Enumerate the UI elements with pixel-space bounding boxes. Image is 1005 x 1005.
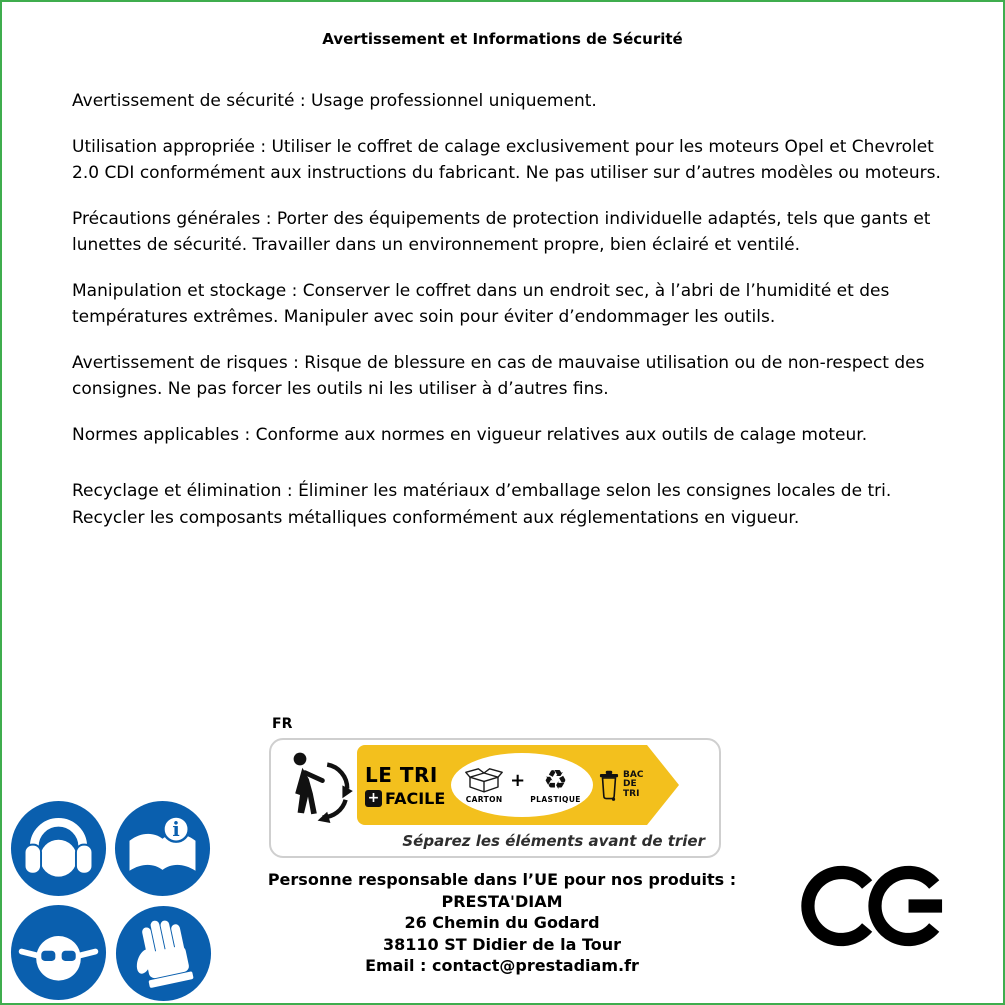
email-line: Email : contact@prestadiam.fr bbox=[365, 956, 639, 975]
plastique-label: PLASTIQUE bbox=[530, 794, 581, 804]
protective-gloves-icon bbox=[115, 905, 212, 1002]
tri-yellow-band bbox=[357, 745, 647, 825]
paragraph-recycling-disposal: Recyclage et élimination : Éliminer les matériaux d’emballage selon les consignes locales de tri. Recycler les composants métalliques conformément aux réglementations en vigueur. bbox=[72, 481, 892, 528]
bin-line1: BAC bbox=[623, 769, 644, 780]
read-manual-icon bbox=[114, 800, 211, 897]
paragraph-safety-warning: Avertissement de sécurité : Usage professionnel uniquement. bbox=[72, 91, 597, 111]
paragraph-risk-warning: Avertissement de risques : Risque de blessure en cas de mauvaise utilisation ou de non-respect des consignes. Ne pas forcer les outils ni les utiliser à d’autres fins. bbox=[72, 352, 925, 399]
responsible-person-line: Personne responsable dans l’UE pour nos produits : bbox=[267, 870, 737, 889]
sorting-bin-icon bbox=[598, 768, 620, 802]
plus-separator: + bbox=[510, 769, 526, 791]
safety-paragraphs bbox=[72, 88, 950, 550]
tri-tagline: Séparez les éléments avant de trier bbox=[402, 832, 705, 850]
country-code-label: FR bbox=[272, 716, 293, 732]
tri-headline-line2: FACILE bbox=[385, 788, 446, 808]
bin-line2: DE bbox=[623, 779, 637, 790]
address-line1: 26 Chemin du Godard bbox=[404, 913, 600, 932]
paragraph-general-precautions: Précautions générales : Porter des équipements de protection individuelle adaptés, tels que gants et lunettes de sécurité. Travailler dans un environnement propre, bien éclairé et ventilé. bbox=[72, 208, 931, 255]
ear-protection-icon bbox=[10, 800, 107, 897]
triman-recycling-label bbox=[269, 738, 721, 858]
page-title: Avertissement et Informations de Sécurité bbox=[322, 30, 683, 48]
plastic-recycling-icon: ♻ bbox=[543, 764, 568, 796]
ce-mark-icon bbox=[800, 855, 950, 957]
band-arrow-tip bbox=[647, 745, 679, 825]
eu-contact-block bbox=[255, 869, 749, 977]
bin-line3: TRI bbox=[623, 788, 640, 799]
triman-logo-icon bbox=[276, 747, 356, 827]
plus-icon: + bbox=[365, 790, 382, 807]
address-line2: 38110 ST Didier de la Tour bbox=[382, 934, 622, 954]
sorting-bin-group bbox=[598, 768, 643, 802]
company-name: PRESTA'DIAM bbox=[441, 891, 563, 911]
eye-protection-icon bbox=[10, 904, 107, 1001]
carton-label: CARTON bbox=[465, 795, 503, 804]
paragraph-appropriate-use: Utilisation appropriée : Utiliser le coffret de calage exclusivement pour les moteurs Opel et Chevrolet 2.0 CDI conformément aux instructions du fabricant. Ne pas utiliser sur d’autres modèles ou moteurs. bbox=[72, 136, 941, 183]
material-carton bbox=[463, 766, 505, 804]
material-plastique bbox=[530, 764, 581, 804]
paragraph-handling-storage: Manipulation et stockage : Conserver le coffret dans un endroit sec, à l’abri de l’humidité et des températures extrêmes. Manipuler avec soin pour éviter d’endommager les outils. bbox=[72, 280, 890, 327]
carton-box-icon bbox=[463, 766, 505, 794]
svg-text:i: i bbox=[172, 817, 180, 841]
tri-headline bbox=[365, 763, 451, 808]
materials-ellipse bbox=[451, 753, 593, 817]
tri-headline-line1: LE TRI bbox=[365, 762, 438, 787]
bin-text bbox=[623, 771, 643, 800]
paragraph-applicable-standards: Normes applicables : Conforme aux normes en vigueur relatives aux outils de calage moteur. bbox=[72, 424, 868, 445]
